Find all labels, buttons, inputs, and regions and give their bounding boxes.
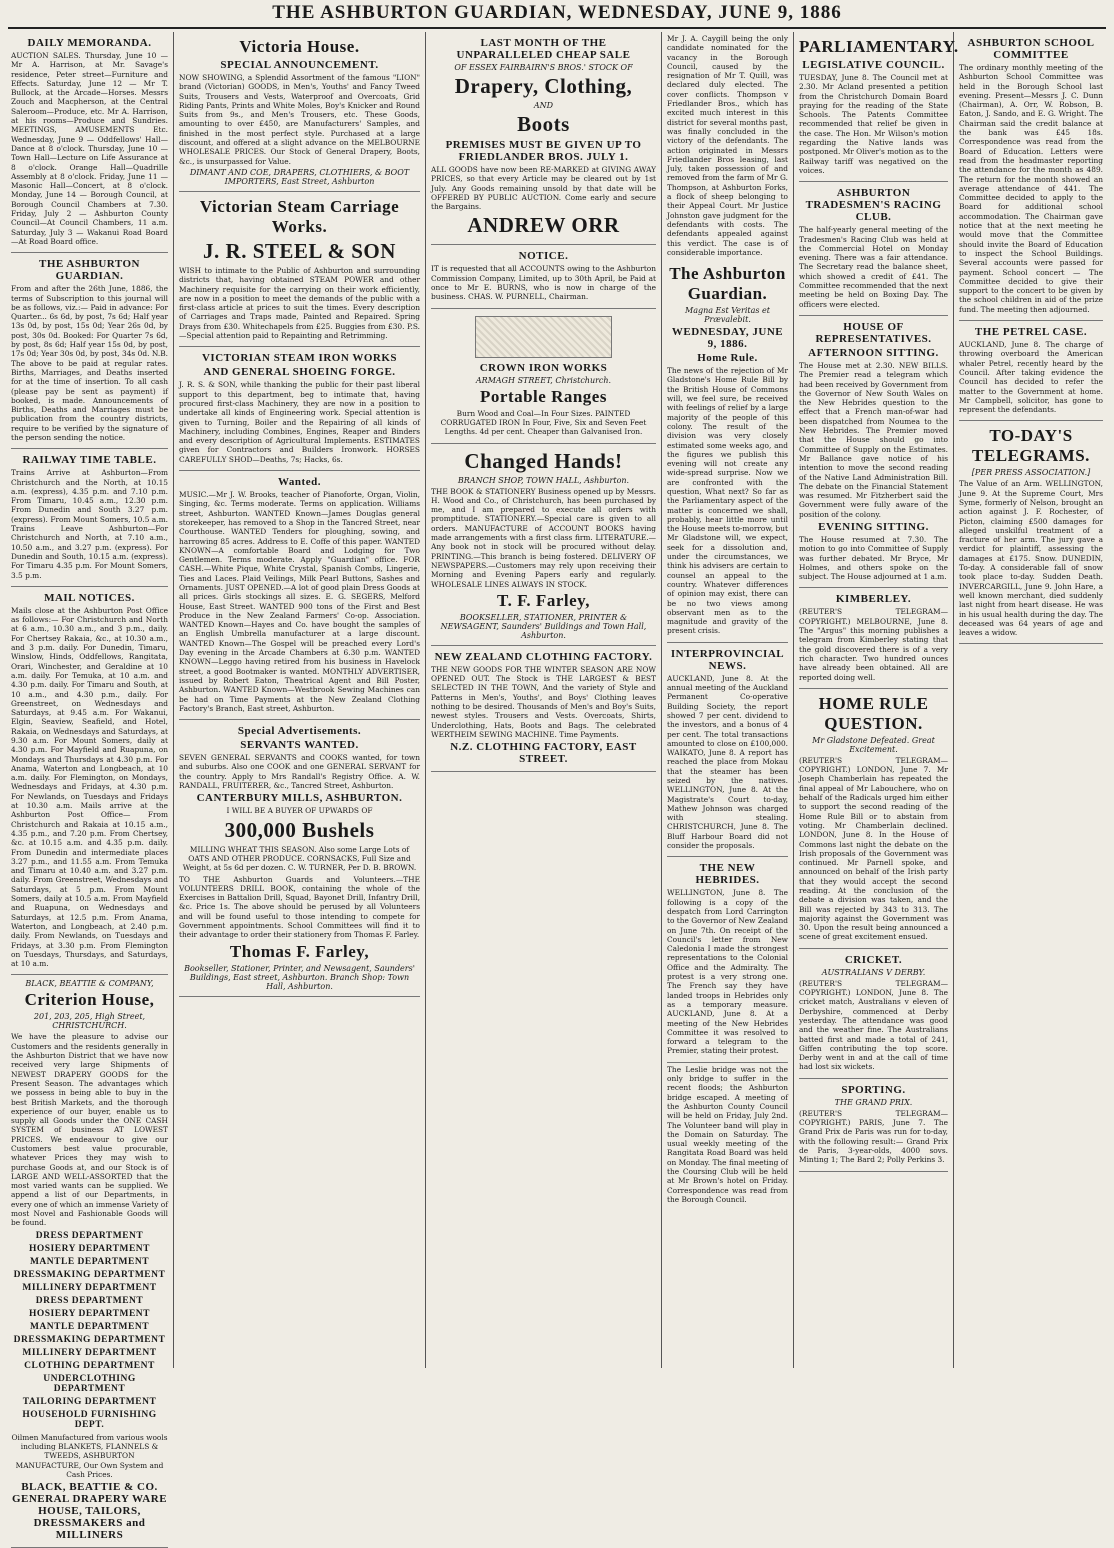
carriage-text: WISH to intimate to the Public of Ashburton and surrounding districts that, having obtained STEAM POWER and other Machinery requisite for the carrying on their work efficiently, are now in a position to meet the demands of the public with a first-class article at prices to suit the times. Every description of Carriages and Traps made, Painted and Repaired. Spring Drays from £30. Whitechapels from £25. Buggies from £30. P.S.—Special attention paid to Repainting and Retrimming. [179, 265, 420, 341]
new-hebrides [667, 857, 788, 1062]
inter-text: AUCKLAND, June 8. At the annual meeting of the Auckland Permanent Co-operative Building Society, the report showed 7 per cent. dividend to the investors, and a bonus of 4 per cent. The total transactions amounted to close on £100,000. WAIKATO, June 8. A report has reached the place from Mokau that the steamer has been seized by the natives. WELLINGTON, June 8. At the Magistrate's Court to-day, Mathew Johnson was charged with stealing. CHRISTCHURCH, June 8. The Bluff Harbour Board did not consider the proposals. [667, 673, 788, 851]
range-illustration [475, 316, 612, 358]
clothing-factory-ad [431, 646, 656, 772]
todays-telegrams [959, 421, 1103, 644]
farley-sign: Bookseller, Stationer, Printer, and Newsagent, Saunders' Buildings, East street, Ashburton. Branch Shop: Town Hall, Ashburton. [184, 963, 415, 991]
department-item: TAILORING DEPARTMENT [22, 1396, 157, 1407]
house-of-representatives [799, 316, 948, 589]
changed-hands-ad [431, 444, 656, 646]
cheap-sale-ad [431, 32, 656, 245]
notice-section [431, 245, 656, 308]
memo-title: DAILY MEMORANDA. [27, 37, 152, 49]
mills-text: I WILL BE A BUYER OF UPWARDS OF [226, 806, 373, 816]
racing-club [799, 182, 948, 316]
column-1 [6, 32, 174, 1542]
criterion-house-ad [11, 975, 168, 1548]
column-4 [662, 32, 794, 1368]
and-text: AND [533, 101, 554, 110]
farley-text: TO THE Ashburton Guards and Volunteers.—THE VOLUNTEERS DRILL BOOK, containing the whole of the Exercises in Battalion Drill, Squad, Bayonet Drill, Infantry Drill, &c. Price 1s. The above should be perused by all Volunteers and will be found useful to those intending to compete for Government appointments. School Committees will find it to their advantage to order their stationery from Thomas F. Farley. [179, 874, 420, 940]
mills-text-2: MILLING WHEAT THIS SEASON. Also some Large Lots of OATS AND OTHER PRODUCE. CORNSACKS, Full Size and Weight, at 5s 6d per dozen. C. W. TURNER, Per D. B. BROWN. [182, 844, 417, 873]
carriage-name: J. R. STEEL & SON [203, 238, 396, 263]
iron-sub: AND GENERAL SHOEING FORGE. [203, 366, 396, 379]
department-item: DRESSMAKING DEPARTMENT [13, 1269, 166, 1280]
inter-title: INTERPROVINCIAL NEWS. [670, 647, 785, 672]
parliamentary [799, 32, 959, 182]
club-text: The half-yearly general meeting of the Tradesmen's Racing Club was held at the Commercial Hotel on Monday evening. There was a fair attendance. The Secretary read the balance sheet, which showed a credit of £41. The Committee recommended that the next meeting be held on Boxing Day. The officers were elected. [799, 225, 948, 309]
boots-title: Boots [517, 112, 570, 136]
home-rule-text: The news of the rejection of Mr Gladstone's Home Rule Bill by the British House of Commons will, we feel sure, be received with feelings of relief by a large majority of the people of this colony. The result of the division was very closely estimated some weeks ago, and the figures we publish this evening will not create any wide-spread surprise. Now we are confronted with the question, What next? So far as the Parliamentary aspect of the matter is concerned we shall, probably, hear little more until the House meets to-morrow, but Mr Gladstone will, we expect, seek for a dissolution and, under the circumstances, we think his advisers are certain to counsel an appeal to the country. Whatever differences of opinion may exist, there can be no two views among observant men as to the magnitude and gravity of the present crisis. [667, 366, 788, 636]
evening-text: The House resumed at 7.30. The motion to go into Committee of Supply was further debated. Mr Bryce, Mr Holmes, and others spoke on the subject. The House adjourned at 1 a.m. [799, 534, 948, 582]
office-text: From and after the 26th June, 1886, the terms of Subscription to this journal will be as follows, viz.:— Paid in advance: For Quarter... 6s 6d, by post, 7s 6d; Half year 13s 0d, by post, 15s 0d; Year 26s 0d, by post, 30s 0d. Booked: For Quarter 7s 6d, by post, 8s 6d; Half year 15s 0d, by post, 17s 0d; Year 30s 0d, by post, 34s 0d. N.B. The above to be paid at regular rates. Births, Marriages, and Deaths inserted for at the time of insertion. To all cash (please pay be sent as payment) if booked, is made. Announcements of Births, Deaths and Marriages must be publication from the country districts, require to be verified by the signature of the person sending the notice. [11, 284, 168, 442]
changed-sub: BRANCH SHOP, TOWN HALL, Ashburton. [457, 475, 630, 485]
special-title: Special Advertisements. [237, 725, 362, 738]
iron-title: VICTORIAN STEAM IRON WORKS [201, 352, 398, 365]
parl-title: PARLIAMENTARY. [799, 37, 959, 56]
railway-timetable [11, 449, 168, 587]
victoria-house-ad [179, 32, 420, 192]
servants-text: SEVEN GENERAL SERVANTS and COOKS wanted, for town and suburbs. Also one COOK and one GENERAL SERVANT for the country. Apply to Mrs Randall's Registry Office. A. W. RANDALL, FRUITERER, &c., Tancred Street, Ashburton. [179, 753, 420, 791]
iron-works-ad [179, 347, 420, 471]
memo-text: AUCTION SALES. Thursday, June 10 — Mr A. Harrison, at Mr. Savage's residence, Peter street—Furniture and Effects. Saturday, June 12 — Mr T. Bullock, at the Arcade—Horses. Messrs Zouch and Macpherson, at the Central Saleroom—Produce, etc. Mr A. Harrison, at his rooms—Produce and Sundries. MEETINGS, AMUSEMENTS Etc. Wednesday, June 9 — Oddfellows' Hall—Dance at 8 o'clock. Thursday, June 10 — Town Hall—Lecture on Life Assurance at 8 o'clock. Orange Hall—Quadrille Assembly at 8 o'clock. Friday, June 11 — Masonic Hall—Concert, at 8 o'clock. Monday, June 14 — Borough Council, at Borough Council Chambers at 7.30. Friday, July 2 — Ashburton County Council—At Council Chambers, 11 a.m. Saturday, July 3 — Wakanui Road Board—At Road Board office. [11, 51, 168, 246]
hr-title: HOME RULE QUESTION. [818, 693, 929, 733]
rail-text: Trains Arrive at Ashburton—From Christchurch and the North, at 10.15 a.m. (express), 4.35 p.m. and 7.10 p.m. From Timaru, 10.45 a.m., 12.30 p.m. From Dunedin and South 3.27 p.m. (express). From Mount Somers, 10.5 a.m. Trains Leave Ashburton—For Christchurch and North, at 7.10 a.m., 10.50 a.m., and 3.27 p.m. (express). For Dunedin and South, 10.15 a.m. (express). For Timaru 4.35 p.m. For Mount Somers, 3.5 p.m. [11, 468, 168, 580]
department-item: HOSIERY DEPARTMENT [28, 1243, 151, 1254]
iron-text: J. R. S. & SON, while thanking the public for their past liberal support to this department, beg to intimate that, having procured first-class Machinery, they are now in a position to undertake all kinds of Engineering work. Special attention is given to Turning, Boiler and the Repairing of all kinds of Machinery, including Combines, Engines, Reaper and Binders and every description of Agricultural Implements. ESTIMATES given for Contractors and Builders Ironwork. HORSES CAREFULLY SHOD—Deaths, 7s; Hacks, 6s. [179, 380, 420, 464]
mail-notices [11, 587, 168, 976]
victoria-text: NOW SHOWING, a Splendid Assortment of the famous "LION" brand (Victorian) GOODS, in Men's, Youths' and Fancy Tweed Suits, Trousers and Vests, Waterproof and Overcoats, Grid Riding Pants, Prints and White Moles, Boy's Knicker and Round Suits from 9s., and Men's Trousers, etc. These Goods, amounting to over £450, are Manufacturers' Samples, and finished in the most perfect style. Purchased at a large discount, and offered at a slight advance on the MELBOURNE WHOLESALE PRICES. Our Stock of General Drapery, Boots, &c., is unsurpassed for Value. [179, 73, 420, 166]
kimberley [799, 588, 948, 688]
hr-text: (REUTER'S TELEGRAM—COPYRIGHT.) LONDON, June 7. Mr Joseph Chamberlain has repeated the final appeal of Mr Labouchere, who on behalf of the Radicals urged him either to support the second reading of the Home Rule Bill or to abstain from voting. Mr Chamberlain declined. LONDON, June 8. In the House of Commons last night the debate on the Irish proposals of the Government was continued. Mr Parnell spoke, and announced on behalf of the Irish party that they would accept the second reading. At the conclusion of the debate a division was taken, and the Bill was rejected by 343 to 313. The majority against the Government was 30. Upon the result being announced a scene of great excitement ensued. [799, 755, 948, 942]
andrew-orr: ANDREW ORR [467, 213, 620, 238]
changed-title: Changed Hands! [464, 448, 623, 473]
tele-sub: [PER PRESS ASSOCIATION.] [971, 468, 1091, 478]
tele-text: The Value of an Arm. WELLINGTON, June 9. At the Supreme Court, Mrs Syme, formerly of Nelson, brought an action against J. F. Rochester, of Picton, claiming £500 damages for alleged unskilful treatment of a fracture of her arm. The jury gave a verdict for plaintiff, assessing the damages at £175. Snow. DUNEDIN, To-day. A considerable fall of snow took place to-day. Sudden Death. INVERCARGILL, June 9. John Hare, a well known merchant, died suddenly last night from heart disease. He was in his usual health during the day. The deceased was 64 years of age and leaves a widow. [959, 479, 1103, 638]
portable-ranges: Portable Ranges [480, 386, 607, 406]
column-2 [174, 32, 426, 1368]
carriage-title: Victorian Steam Carriage Works. [199, 196, 400, 236]
hebrides-title: THE NEW HEBRIDES. [695, 862, 760, 887]
department-item: DRESS DEPARTMENT [35, 1295, 144, 1306]
cricket-title: CRICKET. [844, 953, 903, 966]
notice-text: IT is requested that all ACCOUNTS owing to the Ashburton Commission Company, Limited, up to 30th April, be Paid at once to Mr E. BURNS, who is now in charge of the business. CHAS. W. PURNELL, Chairman. [431, 264, 656, 302]
department-item: HOUSEHOLD FURNISHING DEPT. [22, 1409, 157, 1430]
sport-title: SPORTING. [841, 1083, 906, 1096]
carriage-works-ad [179, 192, 420, 347]
nzc-sign: N.Z. CLOTHING FACTORY, EAST STREET. [450, 741, 637, 766]
wanted-text: MUSIC.—Mr J. W. Brooks, teacher of Pianoforte, Organ, Violin, Singing, &c. Terms moderate. Terms on application. Williams street, Ashburton. WANTED Known—James Douglas general storekeeper, has removed to a Shop in the Tancred Street, near Courthouse. WANTED Tenders for ploughing, sowing, and harrowing 85 acres. Address to E. Coffe of this paper. WANTED KNOWN—A comfortable Board and Lodging for Two Gentlemen. Terms moderate. Apply "Guardian" office. FOR CASH.—White Pique, White Crystal, Spanish Combs, Lingerie, Ties and Laces. Plaid Veilings, Milk Pearl Buttons, Sashes and Ornaments. JUST OPENED.—A lot of good plain Dress Goods at all prices. Girls stockings all sizes. E. G. SEGERS, Melford House, East Street. WANTED 900 tons of the First and Best Produce in the New Zealand Farmers' Co-op. Association. WANTED Known—Hayes and Co. have bought the samples of an English Umbrella manufacturer at a large discount. WANTED Known—The Gospel will be preached every Lord's Day evening in the Arcade Chambers at 6.30 p.m. WANTED KNOWN—Leggo having retired from his business in Havelock street, a good Bootmaker is wanted. MONTHLY ADVERTISER, issued by Robert Eaton, Theatrical Agent and Bill Poster, Ashburton. WANTED Known—Westbrook Sewing Machines can be had on Time Payments at the New Zealand Clothing Factory's Branch, East street, Ashburton. [179, 490, 420, 713]
masthead-rule [8, 27, 1106, 29]
victoria-title: Victoria House. [239, 37, 360, 56]
sporting [799, 1079, 948, 1172]
columns [6, 32, 1108, 1542]
department-item: UNDERCLOTHING DEPARTMENT [43, 1373, 136, 1394]
farley2-title: T. F. Farley, [497, 590, 590, 610]
sport-sub: THE GRAND PRIX. [834, 1097, 913, 1107]
criterion-title: Criterion House, [24, 990, 155, 1010]
changed-text: THE BOOK & STATIONERY Business opened up by Messrs. H. Wood and Co., of Christchurch, has been purchased by me, and I am prepared to execute all orders with promptitude. STATIONERY.—Special care is given to all orders. MANUFACTURE of ACCOUNT BOOKS having made arrangements with a first class firm. LITERATURE.—Any book not in stock will be procured without delay. PRINTING.—This branch is being fostered. DELIVERY OF NEWSPAPERS.—Customers may rely upon receiving their Morning and Evening Papers early and regularly. WHOLESALE LINES ALWAYS IN STOCK. [431, 486, 656, 589]
victoria-sign: DIMANT AND COE, DRAPERS, CLOTHIERS, & BOOT IMPORTERS, East Street, Ashburton [189, 167, 410, 186]
department-item: DRESS DEPARTMENT [35, 1230, 144, 1241]
department-item: MANTLE DEPARTMENT [29, 1321, 150, 1332]
date-line: WEDNESDAY, JUNE 9, 1886. [671, 326, 784, 351]
nzc-text: THE NEW GOODS FOR THE WINTER SEASON ARE NOW OPENED OUT. The Stock is THE LARGEST & BEST SELECTED IN THE TOWN, And the variety of Style and Patterns in Men's, Youths', and Boys' Clothing leaves nothing to be desired. Thousands of Men's and Boy's Suits, newest styles. Trousers and Vests. Overcoats, Shirts, Underclothing, Hats, Boots and Bags. The celebrated WERTHEIM SEWING MACHINE. Time Payments. [431, 664, 656, 739]
criterion-address: 201, 203, 205, High Street, CHRISTCHURCH. [33, 1012, 146, 1031]
cricket [799, 949, 948, 1079]
guardian-title: The Ashburton Guardian. [669, 264, 786, 304]
department-item: HOSIERY DEPARTMENT [28, 1308, 151, 1319]
servants-title: SERVANTS WANTED. [240, 739, 359, 752]
victoria-sub: SPECIAL ANNOUNCEMENT. [220, 59, 379, 71]
petrel-title: THE PETREL CASE. [974, 326, 1088, 339]
crown-title: CROWN IRON WORKS [479, 361, 608, 374]
notice-title: NOTICE. [518, 250, 569, 263]
sc-text: The ordinary monthly meeting of the Ashburton School Committee was held in the Borough School last evening. Present—Messrs J. C. Dunn (Chairman), A. Orr, W. Robson, B. Eaton, J. Sando, and E. G. Wright. The Chairman said the credit balance at the bank was £45 18s. Correspondence was read from the Board of Education. Letters were read from the headmaster reporting the attendance for the month as 489. The return for the month showed an average attendance of 441. The Committee decided to apply to the Board for additional school accommodation. The Chairman gave notice that at the next meeting he would move that the Committee should invite the Board of Education to inspect the School Buildings. Several accounts were passed for payment. School concert — The Committee decided to give their support to the concert to be given by the school children in aid of the prize fund. The meeting then adjourned. [959, 63, 1103, 314]
masthead: THE ASHBURTON GUARDIAN, WEDNESDAY, JUNE 9, 1886 [272, 2, 842, 23]
guardian-motto: Magna Est Veritas et Prævalebit. [685, 306, 770, 325]
kim-title: KIMBERLEY. [835, 593, 912, 606]
special-ads [179, 720, 420, 996]
parl-sub: LEGISLATIVE COUNCIL. [802, 59, 945, 71]
house-text: The House met at 2.30. NEW BILLS. The Premier read a telegram which had been received by Government from the Governor of New South Wales on the New Hebrides question to the effect that a French man-of-war had been dispatched from Noumea to the New Hebrides. The Premier moved that the House should go into Committee of Supply on the Estimates. Mr Ballance gave notice of his intention to move the second reading of the Native Land Administration Bill. The debate on the Financial Statement was resumed. Mr Fitzherbert said the Government were fully aware of the position of the colony. [799, 360, 948, 519]
tele-title: TO-DAY'S TELEGRAMS. [972, 426, 1090, 466]
wanted-section [179, 471, 420, 720]
hr-sub: Mr Gladstone Defeated. Great Excitement. [812, 735, 935, 754]
mail-text: Mails close at the Ashburton Post Office as follows:— For Christchurch and North at 6 a.m., 10.30 a.m., and 3 p.m., daily. For Chertsey Rakaia, &c., at 10.30 a.m., and 3 p.m. daily. For Dunedin, Timaru, Winslow, Hinds, Oddfellows, Rangitata, Orari, Winchester, and Geraldine at 10 a.m. daily. For Temuka, at 10 a.m. and 4.30 p.m. daily. For Timaru and South, at 10 a.m., and 4.30 p.m., daily. For Greenstreet, on Wednesdays and Saturdays, at 9.45 a.m. For Wakanui, Elgin, Seaview, Seafield, and Hotel, Rakaia, on Wednesdays and Saturdays, at 9.30 a.m. For Mount Somers, daily at 4.30 p.m. For Mayfield and Ruapuna, on Mondays and Thursdays at 4.30 p.m. For Anama, Waterton and Longbeach, at 10 a.m. daily. For Flemington, on Mondays, Wednesdays and Fridays, at 4.30 p.m. For Newlands, on Tuesdays and Fridays at 10.30 a.m. Mails arrive at the Ashburton Post Office— From Christchurch and Rakaia at 10.15 a.m., 4.35 p.m., and 7.20 p.m. From Chertsey, &c. at 10.15 a.m. and 4.35 p.m. daily. From Dunedin and intermediate places 3.27 p.m., and 11.55 a.m. From Temuka and Timaru at 10.40 a.m. and 3.27 p.m. daily. From Greenstreet, Wednesdays and Saturdays, at 5 p.m. From Mount Somers, daily at 10.5 a.m. From Mayfield and Ruapuna, on Wednesdays and Saturdays, at 12.5 p.m. From Anama, Waterton, and Longbeach, at 2.40 p.m. daily. From Newlands, on Tuesdays and Fridays, at 3.30 p.m. From Flemington on Tuesdays, Thursdays, and Saturdays, at 10 a.m. [11, 605, 168, 969]
column-5 [794, 32, 959, 1368]
house-sub: AFTERNOON SITTING. [808, 346, 939, 359]
criterion-pre: BLACK, BEATTIE & COMPANY, [25, 979, 154, 989]
home-rule-title: Home Rule. [697, 352, 758, 365]
premises-text: PREMISES MUST BE GIVEN UP TO FRIEDLANDER BROS. JULY 1. [445, 139, 642, 163]
office-title: THE ASHBURTON GUARDIAN. [39, 258, 140, 283]
subscription-notice [11, 253, 168, 449]
mail-title: MAIL NOTICES. [44, 591, 135, 604]
month-sub: OF ESSEX FAIRBAIRN'S BROS.' STOCK OF [454, 63, 633, 72]
criterion-sign: BLACK, BEATTIE & CO. GENERAL DRAPERY WARE HOUSE, TAILORS, DRESSMAKERS and MILLINERS [11, 1481, 168, 1542]
mills-bushels: 300,000 Bushels [224, 817, 375, 842]
local-news-left: Mr J. A. Caygill being the only candidate nominated for the vacancy in the Borough Council, caused by the resignation of Mr T. Quill, was declared duly elected. The cover conflicts. Thompson v Friedlander Bros., which has excited much interest in this district for several months past, was finally concluded in the victory of the defendants. The action originated in Messrs Friedlander Bros leasing, last July, taken possession of and removed from the farm of Mr G. Thompson, at Ashburton Forks, a flock of sheep belonging to their Appeal Court. Mr Justice Johnston gave judgment for the defendants with costs. The defendants appealed against this verdict. The case is of considerable importance. [667, 34, 788, 257]
parl-text: TUESDAY, June 8. The Council met at 2.30. Mr Acland presented a petition from the Christchurch Domain Board praying for the reading of the State Schools. The Patents Committee recommended that relief be given in the case. The Hon. Mr Wilson's motion regarding the Native lands was postponed. Mr Oliver's motion as to the Railway tariff was negatived on the voices. [799, 73, 948, 175]
local-news-right: The Leslie bridge was not the only bridge to suffer in the recent floods; the Ashburton bridge escaped. A meeting of the Ashburton County Council will be held on Friday, July 2nd. The Volunteer band will play in the Domain on Saturday. The usual weekly meeting of the Rangitata Road Board was held on Monday. The final meeting of the Coursing Club will be held at Mr Brown's hotel on Friday. Correspondence was read from the Borough Council. [667, 1064, 788, 1204]
hebrides-text: WELLINGTON, June 8. The following is a copy of the despatch from Lord Carrington to the Governor of New Zealand on June 7th. On receipt of the Council's letter from New Caledonia I made the strongest representations to the Colonial Office and the Admiralty. The protest is a very strong one. The French say they have landed troops in Hebrides only as a temporary measure. AUCKLAND, June 8. At a meeting of the New Hebrides Committee it was resolved to forward a telegram to the Premier, stating their protest. [667, 888, 788, 1056]
club-title: ASHBURTON TRADESMEN'S RACING CLUB. [805, 187, 942, 224]
crown-iron-ad [431, 309, 656, 444]
petrel-text: AUCKLAND, June 8. The charge of throwing overboard the American whaler Petrel, recently heard by the Council. After taking evidence the Council has decided to refer the matter to the Government at home. Mr Campbell, solicitor, has gone to represent the defendants. [959, 340, 1103, 415]
column-3 [426, 32, 662, 1368]
interprovincial-news [667, 643, 788, 858]
school-committee [959, 32, 1103, 321]
department-item: CLOTHING DEPARTMENT [24, 1360, 155, 1371]
daily-memoranda [11, 32, 168, 253]
wanted-title: Wanted. [278, 476, 321, 489]
home-rule-question [799, 689, 948, 949]
sc-title: ASHBURTON SCHOOL COMMITTEE [967, 37, 1095, 61]
department-item: MILLINERY DEPARTMENT [22, 1282, 157, 1293]
sport-text: (REUTER'S TELEGRAM—COPYRIGHT.) PARIS, June 7. The Grand Prix de Paris was run for to-day, with the following result:— Grand Prix de Paris, 3-year-olds, 4000 sovs. Minting 1; The Bard 2; Polly Perkins 3. [799, 1108, 948, 1165]
house-title: HOUSE OF REPRESENTATIVES. [815, 320, 932, 345]
drapery-title: Drapery, Clothing, [454, 74, 633, 98]
farley-title: Thomas F. Farley, [229, 941, 370, 961]
month-title: LAST MONTH OF THE UNPARALLELED CHEAP SALE [456, 37, 631, 61]
sale-text: ALL GOODS have now been RE-MARKED at GIVING AWAY PRICES, so that every Article may be cleared out by 1st July. Any Goods remaining unsold by that date will be OFFERED BY PUBLIC AUCTION. Come early and secure the Bargains. [431, 165, 656, 212]
leader-section [667, 259, 788, 643]
department-item: MANTLE DEPARTMENT [29, 1256, 150, 1267]
department-item: MILLINERY DEPARTMENT [22, 1347, 157, 1358]
portable-sub: Burn Wood and Coal—In Four Sizes. PAINTED CORRUGATED IRON In Four, Five, Six and Seven Feet Lengths. 4d per cent. Cheaper than Galvanised Iron. [440, 408, 647, 437]
department-list [11, 1231, 168, 1430]
department-item: DRESSMAKING DEPARTMENT [13, 1334, 166, 1345]
petrel-case [959, 321, 1103, 421]
mills-title: CANTERBURY MILLS, ASHBURTON. [196, 792, 403, 805]
crown-sub: ARMAGH STREET, Christchurch. [475, 375, 612, 385]
rail-title: RAILWAY TIME TABLE. [22, 454, 157, 467]
kim-text: (REUTER'S TELEGRAM—COPYRIGHT.) MELBOURNE, June 8. The "Argus" this morning publishes a telegram from Kimberley stating that the gold discovered there is of a very rich character. Two hundred ounces have already been obtained. All are reported doing well. [799, 607, 948, 682]
cricket-sub: AUSTRALIANS V DERBY. [821, 967, 926, 977]
criterion-text: We have the pleasure to advise our Customers and the residents generally in the Ashburton District that we have now received very large Shipments of NEWEST DRAPERY GOODS for the Present Season. The advantages which we possess in being able to buy in the best British Markets, and the thorough experience of our buyer, enable us to supply all Goods under the ONE CASH SYSTEM of business AT LOWEST PRICES. We endeavour to give our Customers best value procurable, whatever Prices they may wish to purchase Goods at, and our Stock is of LARGE AND WELL-ASSORTED that the most varied wants can be supplied. We append a list of our Departments, in every one of which an immense Variety of most Novel and Fashionable Goods will be found. [11, 1032, 168, 1228]
nzc-title: NEW ZEALAND CLOTHING FACTORY. [434, 650, 653, 663]
criterion-foot: Oilmen Manufactured from various wools including BLANKETS, FLANNELS & TWEEDS, ASHBURTON MANUFACTURE, Our Own System and Cash Prices. [11, 1432, 168, 1479]
cricket-text: (REUTER'S TELEGRAM—COPYRIGHT.) LONDON, June 8. The cricket match, Australians v eleven of Derbyshire, commenced at Derby yesterday. The attendance was good and the weather fine. The Australians batted first and made a total of 241, Giffen contributing the top score. Derby went in and at the call of time had lost six wickets. [799, 978, 948, 1072]
evening-title: EVENING SITTING. [818, 520, 929, 533]
farley2-sub: BOOKSELLER, STATIONER, PRINTER & NEWSAGENT, Saunders' Buildings and Town Hall, Ashburton. [440, 612, 647, 640]
column-6 [954, 32, 1108, 1368]
